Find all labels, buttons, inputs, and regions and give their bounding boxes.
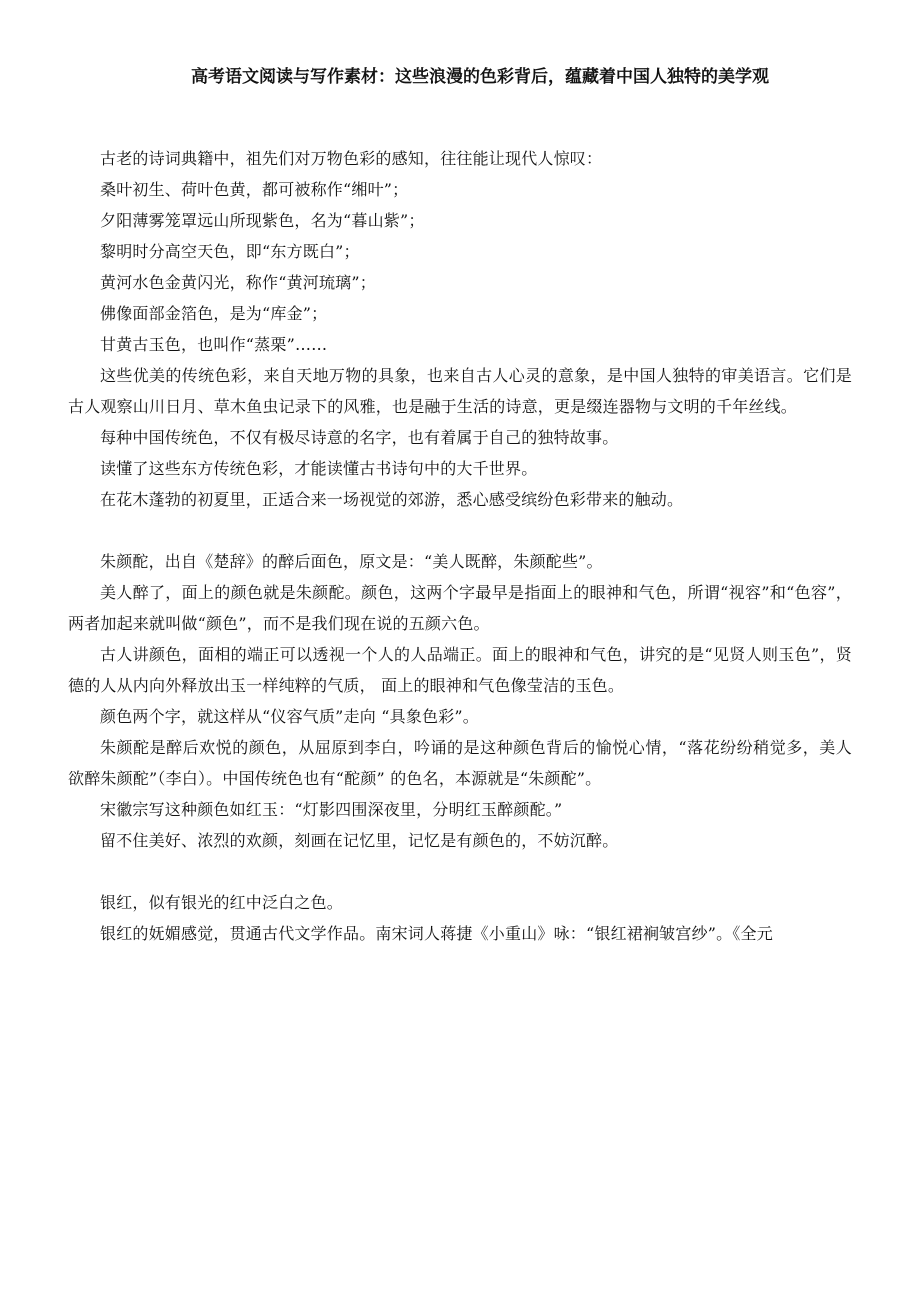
paragraph: 桑叶初生、荷叶色黄，都可被称作“缃叶”；	[100, 180, 409, 199]
paragraph: 朱颜酡是醉后欢悦的颜色，从屈原到李白，吟诵的是这种颜色背后的愉悦心情，“落花纷纷稍觉多，美人欲醉朱颜酡”（李白）。中国传统色也有“酡颜” 的色名，本源就是“朱颜酡”。	[68, 738, 852, 788]
paragraph: 银红，似有银光的红中泛白之色。	[100, 893, 344, 912]
paragraph: 古老的诗词典籍中，祖先们对万物色彩的感知，往往能让现代人惊叹：	[100, 149, 603, 168]
document-body	[68, 143, 852, 949]
paragraph: 美人醉了，面上的颜色就是朱颜酡。颜色，这两个字最早是指面上的眼神和气色，所谓“视容”和“色容”，两者加起来就叫做“颜色”，而不是我们现在说的五颜六色。	[68, 583, 852, 633]
paragraph: 夕阳薄雾笼罩远山所现紫色，名为“暮山紫”；	[100, 211, 425, 230]
paragraph-gap	[68, 515, 852, 546]
document-title: 高考语文阅读与写作素材：这些浪漫的色彩背后，蕴藏着中国人独特的美学观	[191, 67, 769, 87]
paragraph: 在花木蓬勃的初夏里，正适合来一场视觉的郊游，悉心感受缤纷色彩带来的触动。	[100, 490, 684, 509]
paragraph: 这些优美的传统色彩，来自天地万物的具象，也来自古人心灵的意象，是中国人独特的审美语言。它们是古人观察山川日月、草木鱼虫记录下的风雅，也是融于生活的诗意，更是缀连器物与文明的千年丝线。	[68, 366, 852, 416]
paragraph: 颜色两个字，就这样从“仪容气质”走向 “具象色彩”。	[100, 707, 480, 726]
paragraph: 佛像面部金箔色，是为“库金”；	[100, 304, 328, 323]
paragraph: 黄河水色金黄闪光，称作“黄河琉璃”；	[100, 273, 376, 292]
paragraph: 朱颜酡，出自《楚辞》的醉后面色，原文是：“美人既醉，朱颜酡些”。	[100, 552, 603, 571]
paragraph: 留不住美好、浓烈的欢颜，刻画在记忆里，记忆是有颜色的，不妨沉醉。	[100, 831, 619, 850]
paragraph: 每种中国传统色，不仅有极尽诗意的名字，也有着属于自己的独特故事。	[100, 428, 619, 447]
paragraph: 银红的妩媚感觉，贯通古代文学作品。南宋词人蒋捷《小重山》咏：“银红裙裥皱宫纱”。《全元	[100, 924, 773, 943]
paragraph-gap	[68, 856, 852, 887]
paragraph: 读懂了这些东方传统色彩，才能读懂古书诗句中的大千世界。	[100, 459, 538, 478]
paragraph: 甘黄古玉色，也叫作“蒸栗”……	[100, 335, 328, 354]
paragraph: 黎明时分高空天色，即“东方既白”；	[100, 242, 360, 261]
paragraph: 古人讲颜色，面相的端正可以透视一个人的人品端正。面上的眼神和气色，讲究的是“见贤人则玉色”，贤德的人从内向外释放出玉一样纯粹的气质， 面上的眼神和气色像莹洁的玉色。	[68, 645, 852, 695]
paragraph: 宋徽宗写这种颜色如红玉：“灯影四围深夜里，分明红玉醉颜酡。”	[100, 800, 563, 819]
